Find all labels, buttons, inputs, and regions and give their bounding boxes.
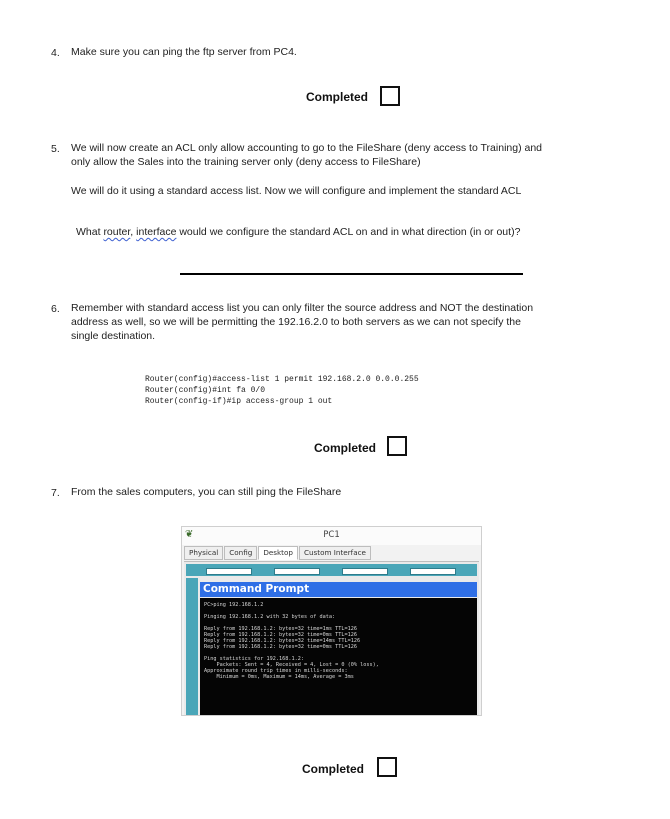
desktop-panel [184,561,479,716]
step-6-completed-checkbox[interactable] [387,436,407,456]
step-4-completed-label: Completed [306,90,369,104]
cmd-line: Minimum = 0ms, Maximum = 14ms, Average = 3ms [204,674,354,680]
tab-physical[interactable]: Physical [184,546,223,560]
cmd-line: Reply from 192.168.1.2: bytes=32 time=14ms TTL=126 [204,638,361,644]
desktop-icon-strip [186,564,477,576]
cmd-line: Approximate round trip times in milli-seconds: [204,668,348,674]
desktop-app-icon[interactable] [206,568,252,575]
code-line-2: Router(config)#int fa 0/0 [145,386,266,395]
step-4-number: 4. [51,47,60,59]
step-6-line-2: address as well, so we will be permitting the 192.16.2.0 to both servers as we can not specify the [71,316,521,328]
cmd-line: Ping statistics for 192.168.1.2: [204,656,304,662]
cmd-line: Reply from 192.168.1.2: bytes=32 time=0ms TTL=126 [204,632,358,638]
tab-custom-interface[interactable]: Custom Interface [299,546,371,560]
desktop-app-icon[interactable] [274,568,320,575]
step-7-completed-label: Completed [302,762,365,776]
step-4-completed-checkbox[interactable] [380,86,400,106]
pc1-window-screenshot [181,526,482,716]
step-7-number: 7. [51,487,60,499]
tab-desktop[interactable]: Desktop [258,546,298,560]
question-router: router [103,226,131,238]
question-post: would we configure the standard ACL on and in what direction (in or out)? [176,226,521,238]
step-6-line-1: Remember with standard access list you can only filter the source address and NOT the destination [71,302,534,314]
step-6-number: 6. [51,303,60,315]
step-7-completed-checkbox[interactable] [377,757,397,777]
pc1-title-bar [182,527,481,545]
command-prompt-title: Command Prompt [200,582,477,597]
code-line-1: Router(config)#access-list 1 permit 192.168.2.0 0.0.0.255 [145,375,419,384]
step-6-completed-label: Completed [314,441,377,455]
question-comma: , [130,226,137,238]
question-pre: What [76,226,104,238]
step-5-line-1: We will now create an ACL only allow accounting to go to the FileShare (deny access to Training) and [71,142,543,154]
cmd-line: Packets: Sent = 4, Received = 4, Lost = 0 (0% loss), [204,662,379,668]
code-line-3: Router(config-if)#ip access-group 1 out [145,397,333,406]
step-5-line-3: We will do it using a standard access list. Now we will configure and implement the standard ACL [71,185,522,197]
desktop-app-icon[interactable] [342,568,388,575]
desktop-background-edge [186,578,198,716]
step-5-question [76,225,520,239]
step-5-number: 5. [51,143,60,155]
packet-tracer-leaf-icon: ❦ [185,529,194,540]
answer-line [180,273,523,275]
step-7-text: From the sales computers, you can still ping the FileShare [71,486,342,498]
cmd-line: Reply from 192.168.1.2: bytes=32 time=1ms TTL=126 [204,626,358,632]
cmd-line: Reply from 192.168.1.2: bytes=32 time=0ms TTL=126 [204,644,358,650]
step-6-line-3: single destination. [71,330,156,342]
pc1-title: PC1 [323,530,340,540]
step-4-text: Make sure you can ping the ftp server from PC4. [71,46,297,58]
question-interface: interface [136,226,177,238]
command-prompt-output[interactable] [200,598,477,716]
tab-config[interactable]: Config [224,546,257,560]
cmd-line: Pinging 192.168.1.2 with 32 bytes of data: [204,614,336,620]
cmd-line: PC>ping 192.168.1.2 [204,602,264,608]
desktop-app-icon[interactable] [410,568,456,575]
step-5-line-2: only allow the Sales into the training server only (deny access to FileShare) [71,156,421,168]
pc1-tab-bar [184,546,372,560]
